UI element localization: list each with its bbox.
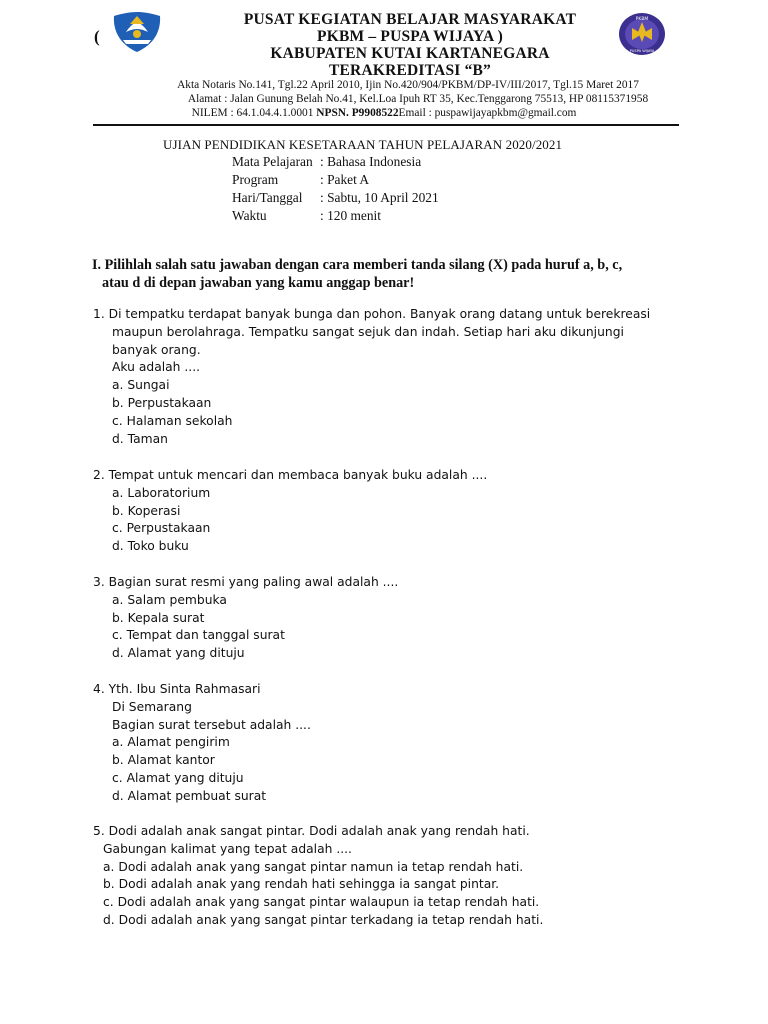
- answer-option: d. Taman: [112, 431, 168, 446]
- answer-option: c. Dodi adalah anak yang sangat pintar walaupun ia tetap rendah hati.: [103, 895, 540, 910]
- answer-option: a. Alamat pengirim: [112, 735, 230, 750]
- question-1: [93, 306, 650, 448]
- answer-option: c. Halaman sekolah: [112, 413, 233, 428]
- pkbm-logo-bottom-text: PUSPA WIJAYA: [629, 49, 655, 53]
- question-2: [93, 467, 487, 556]
- question-text: 4. Yth. Ibu Sinta Rahmasari: [93, 682, 261, 696]
- answer-option: b. Dodi adalah anak yang rendah hati sehingga ia sangat pintar.: [103, 877, 500, 892]
- letterhead-akta: Akta Notaris No.141, Tgl.22 April 2010, Ijin No.420/904/PKBM/DP-IV/III/2017, Tgl.15 Maret 2017: [177, 79, 639, 91]
- exam-info-label: Waktu: [232, 208, 267, 223]
- letterhead-line-4: TERAKREDITASI “B”: [328, 62, 492, 79]
- question-text: maupun berolahraga. Tempatku sangat sejuk dan indah. Setiap hari aku dikunjungi: [112, 324, 624, 339]
- answer-option: c. Perpustakaan: [112, 521, 211, 536]
- instructions-line-2: atau d di depan jawaban yang kamu anggap benar!: [102, 275, 415, 291]
- pkbm-logo-top-text: PKBM: [635, 17, 649, 22]
- answer-option: a. Laboratorium: [112, 485, 211, 500]
- answer-option: a. Dodi adalah anak yang sangat pintar namun ia tetap rendah hati.: [103, 859, 524, 874]
- question-text: 5. Dodi adalah anak sangat pintar. Dodi adalah anak yang rendah hati.: [93, 824, 530, 838]
- answer-option: a. Salam pembuka: [112, 592, 227, 607]
- exam-info-value: : 120 menit: [320, 208, 381, 223]
- question-text: 3. Bagian surat resmi yang paling awal adalah ....: [93, 575, 399, 589]
- letterhead-alamat: Alamat : Jalan Gunung Belah No.41, Kel.Loa Ipuh RT 35, Kec.Tenggarong 75513, HP 08115371958: [187, 93, 649, 105]
- letterhead-npsn: NPSN. P9908522: [316, 107, 399, 119]
- question-4: [93, 681, 311, 806]
- letterhead-paren: (: [94, 27, 100, 46]
- letterhead-divider: [93, 124, 679, 126]
- question-text: 1. Di tempatku terdapat banyak bunga dan pohon. Banyak orang datang untuk berekreasi: [93, 307, 651, 321]
- instructions: [92, 256, 692, 292]
- exam-info-label: Mata Pelajaran: [232, 154, 313, 169]
- letterhead-email: Email : puspawijayapkbm@gmail.com: [398, 107, 577, 119]
- answer-option: a. Sungai: [112, 378, 170, 393]
- exam-info-value: : Bahasa Indonesia: [320, 154, 422, 169]
- question-text: Gabungan kalimat yang tepat adalah ....: [103, 841, 352, 856]
- exam-title: UJIAN PENDIDIKAN KESETARAAN TAHUN PELAJARAN 2020/2021: [163, 137, 563, 152]
- letterhead-line-2: PKBM – PUSPA WIJAYA ): [317, 28, 503, 45]
- letterhead-line-3: KABUPATEN KUTAI KARTANEGARA: [270, 45, 550, 62]
- answer-option: b. Kepala surat: [112, 610, 205, 625]
- exam-info-value: : Sabtu, 10 April 2021: [320, 190, 439, 205]
- answer-option: d. Alamat pembuat surat: [112, 788, 267, 803]
- letterhead-line-1: PUSAT KEGIATAN BELAJAR MASYARAKAT: [243, 11, 577, 28]
- answer-option: b. Alamat kantor: [112, 753, 215, 768]
- question-text: Aku adalah ....: [112, 360, 201, 375]
- answer-option: c. Alamat yang dituju: [112, 770, 244, 785]
- answer-option: d. Dodi adalah anak yang sangat pintar terkadang ia tetap rendah hati.: [103, 912, 544, 927]
- question-3: [93, 574, 398, 663]
- answer-option: b. Koperasi: [112, 503, 181, 518]
- answer-option: c. Tempat dan tanggal surat: [112, 628, 285, 643]
- exam-info-label: Hari/Tanggal: [232, 190, 303, 205]
- question-text: banyak orang.: [112, 342, 201, 357]
- letterhead-nilem: NILEM : 64.1.04.4.1.0001: [191, 107, 317, 119]
- exam-info-value: : Paket A: [320, 172, 370, 187]
- exam-info-label: Program: [232, 172, 279, 187]
- question-5: [93, 823, 543, 930]
- answer-option: d. Alamat yang dituju: [112, 646, 245, 661]
- answer-option: b. Perpustakaan: [112, 395, 212, 410]
- question-text: Di Semarang: [112, 699, 192, 714]
- question-text: Bagian surat tersebut adalah ....: [112, 717, 311, 732]
- answer-option: d. Toko buku: [112, 539, 189, 554]
- question-text: 2. Tempat untuk mencari dan membaca banyak buku adalah ....: [93, 468, 488, 482]
- instructions-line-1: I. Pilihlah salah satu jawaban dengan cara memberi tanda silang (X) pada huruf a, b, c,: [92, 257, 623, 273]
- letterhead-contact: [96, 106, 672, 120]
